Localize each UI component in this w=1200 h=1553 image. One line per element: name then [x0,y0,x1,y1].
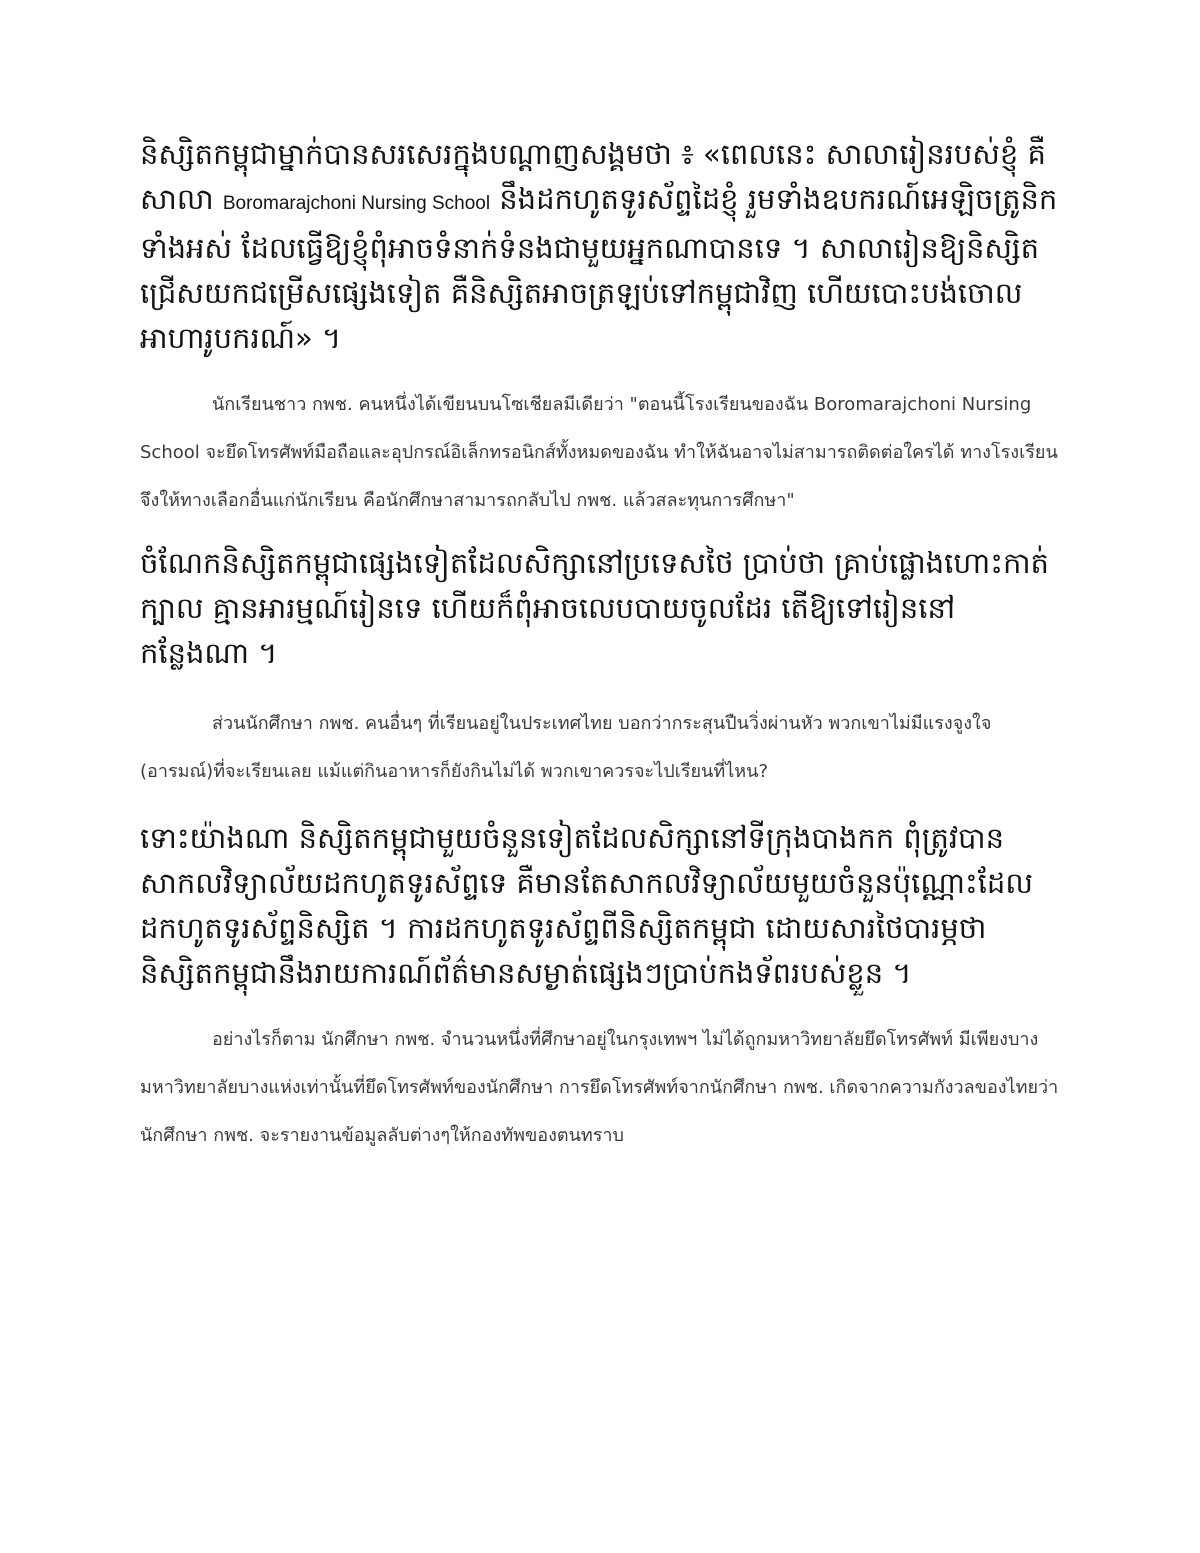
khmer-paragraph-1-text-start: និស្សិតកម្ពុជាម្នាក់បានសរសេរក្នុងបណ្ដាញសង្គមថា ៖ «ពេលនេះ សាលារៀនរបស់ខ្ញុំ គឺសាលា [140,137,1046,216]
khmer-paragraph-2: ចំណែកនិស្សិតកម្ពុជាផ្សេងទៀតដែលសិក្សានៅប្រទេសថៃ ប្រាប់ថា គ្រាប់ផ្លោងហោះកាត់ក្បាល គ្មានអារម្មណ៍រៀនទេ ហើយក៏ពុំអាចលេបបាយចូលដែរ តើឱ្យទៅរៀននៅកន្លែងណា ។ [140,546,1049,670]
khmer-paragraph-3: ទោះយ៉ាងណា និស្សិតកម្ពុជាមួយចំនួនទៀតដែលសិក្សានៅទីក្រុងបាងកក ពុំត្រូវបានសាកលវិទ្យាល័យដកហូតទូរស័ព្ទទេ គឺមានតែសាកលវិទ្យាល័យមួយចំនួនប៉ុណ្ណោះដែលដកហូតទូរស័ព្ទនិស្សិត ។ ការដកហូតទូរស័ព្ទពីនិស្សិតកម្ពុជា ដោយសារថៃបារម្ភថា និស្សិតកម្ពុជានឹងរាយការណ៍ព័ត៌មានសម្ងាត់ផ្សេងៗប្រាប់កងទ័ពរបស់ខ្លួន ។ [140,821,1033,990]
thai-paragraph-2: ส่วนนักศึกษา กพช. คนอื่นๆ ที่เรียนอยู่ในประเทศไทย บอกว่ากระสุนปืนวิ่งผ่านหัว พวกเขาไม่มีแรงจูงใจ (อารมณ์)ที่จะเรียนเลย แม้แต่กินอาหารก็ยังกินไม่ได้ พวกเขาควรจะไปเรียนที่ไหน? [140,713,992,782]
thai-paragraph-3: อย่างไรก็ตาม นักศึกษา กพช. จำนวนหนึ่งที่ศึกษาอยู่ในกรุงเทพฯ ไม่ได้ถูกมหาวิทยาลัยยึดโทรศัพท์ มีเพียงบางมหาวิทยาลัยบางแห่งเท่านั้นที่ยึดโทรศัพท์ของนักศึกษา การยึดโทรศัพท์จากนักศึกษา กพช. เกิดจากความกังวลของไทยว่านักศึกษา กพช. จะรายงานข้อมูลลับต่างๆให้กองทัพของตนทราบ [140,1029,1059,1146]
thai-paragraph-1: นักเรียนชาว กพช. คนหนึ่งได้เขียนบนโซเชียลมีเดียว่า "ตอนนี้โรงเรียนของฉัน Boromarajchoni Nursing School จะยึดโทรศัพท์มือถือและอุปกรณ์อิเล็กทรอนิกส์ทั้งหมดของฉัน ทำให้ฉันอาจไม่สามารถติดต่อใครได้ ทางโรงเรียนจึงให้ทางเลือกอื่นแก่นักเรียน คือนักศึกษาสามารถกลับไป กพช. แล้วสละทุนการศึกษา" [140,394,1058,511]
khmer-paragraph-1-text-end: នឹងដកហូតទូរស័ព្ទដៃខ្ញុំ រួមទាំងឧបករណ៍អេឡិចត្រូនិកទាំងអស់ ដែលធ្វើឱ្យខ្ញុំពុំអាចទំនាក់ទំនងជាមួយអ្នកណាបានទេ ។ សាលារៀនឱ្យនិស្សិតជ្រើសយកជម្រើសផ្សេងទៀត គឺនិស្សិតអាចត្រឡប់ទៅកម្ពុជាវិញ ហើយបោះបង់ចោលអាហារូបករណ៍» ។ [140,182,1058,355]
khmer-paragraph-1 [140,132,1060,361]
school-name-english: Boromarajchoni Nursing School [222,193,491,214]
document-page [140,132,1060,1160]
